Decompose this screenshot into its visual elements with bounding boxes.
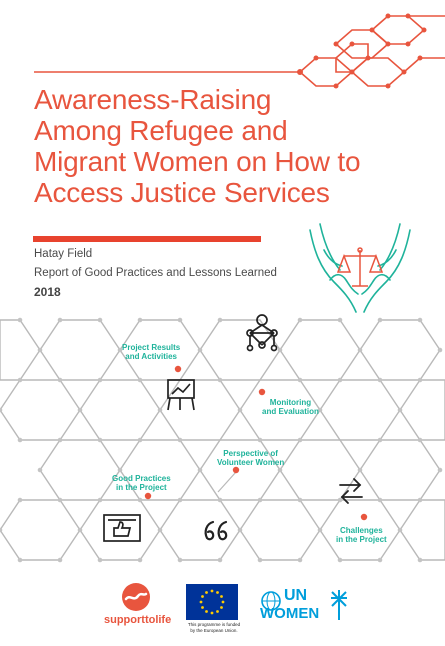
eu-funding-note: This programme is funded by the European Union. <box>187 622 241 633</box>
un-text: UN <box>284 587 308 604</box>
quote-icon <box>206 522 227 539</box>
presentation-board-icon <box>168 380 194 410</box>
label-challenges: Challenges in the Project <box>336 526 387 544</box>
title-line: Migrant Women on How to <box>34 146 361 177</box>
label-project-results: Project Results and Activities <box>122 343 181 361</box>
label-monitoring: Monitoring and Evaluation <box>262 398 319 416</box>
title-line: Among Refugee and <box>34 115 288 146</box>
title-underline <box>33 236 261 242</box>
women-symbol-icon <box>328 588 350 622</box>
un-women-logo <box>260 588 352 624</box>
field-name: Hatay Field <box>34 248 93 260</box>
eu-flag <box>186 584 238 620</box>
supporttolife-logo <box>104 582 174 632</box>
report-subtitle: Report of Good Practices and Lessons Learned <box>34 267 277 279</box>
title-line: Access Justice Services <box>34 177 330 208</box>
report-year: 2018 <box>34 285 61 299</box>
label-good-practices: Good Practices in the Project <box>112 474 171 492</box>
hexagon-network-icon <box>0 0 445 90</box>
thumbs-up-screen-icon <box>104 515 140 541</box>
supporttolife-icon <box>116 582 156 612</box>
title-line: Awareness-Raising <box>34 84 272 115</box>
label-volunteer-women: Perspective of Volunteer Women <box>217 449 285 467</box>
supporttolife-text: supporttolife <box>104 614 172 626</box>
document-title <box>34 84 434 208</box>
women-text: WOMEN <box>260 605 320 622</box>
eu-stars-icon <box>186 584 238 620</box>
